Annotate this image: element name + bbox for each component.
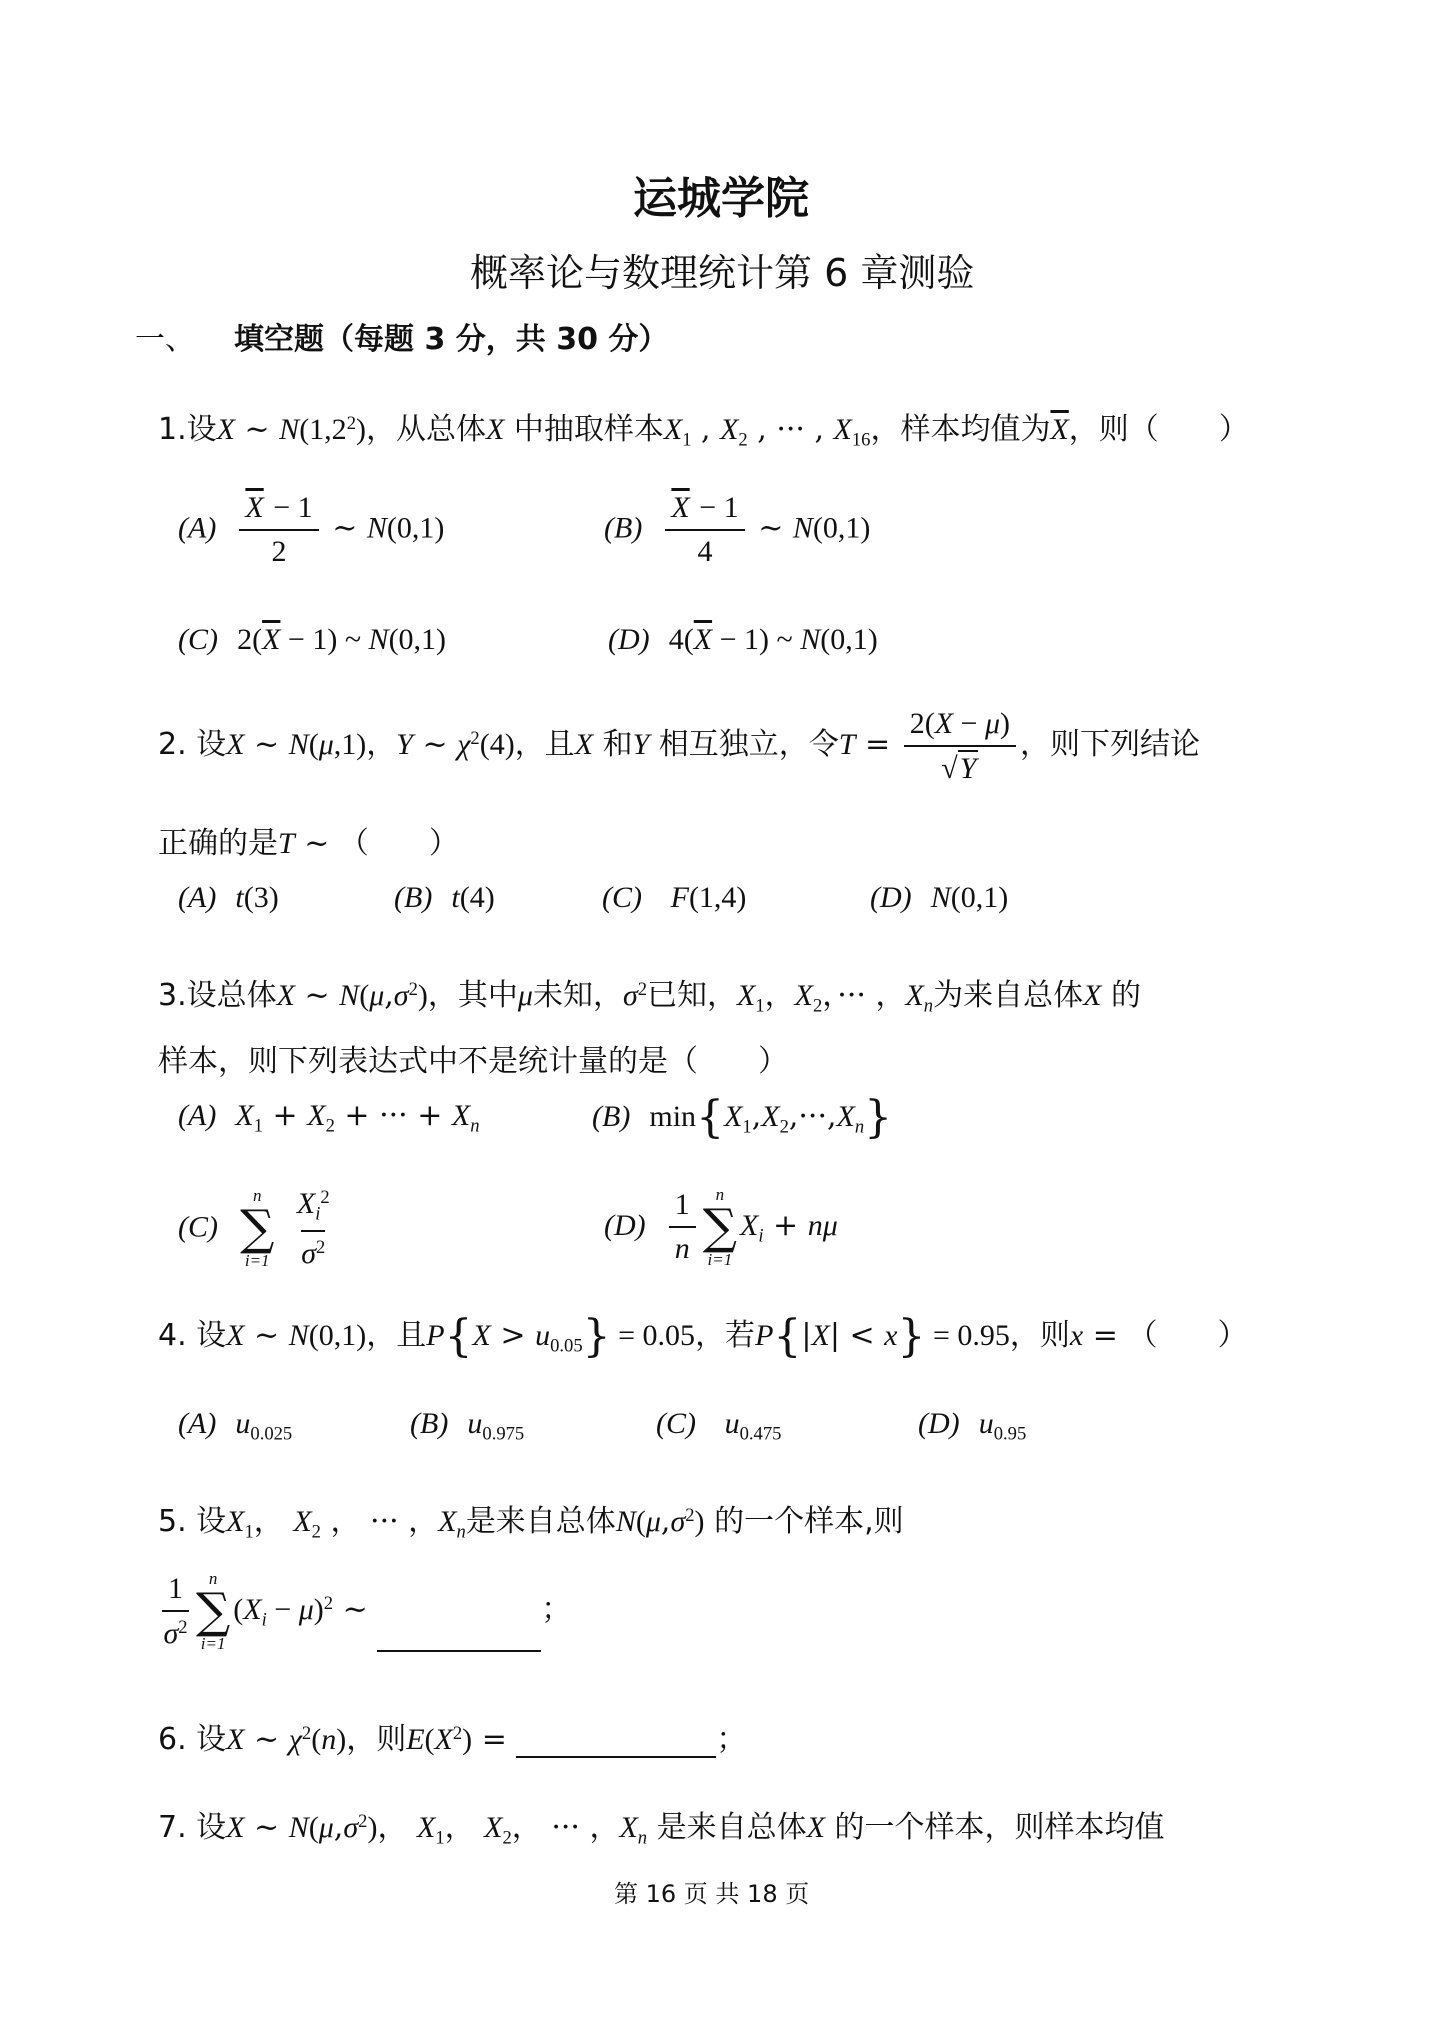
section-heading: 填空题（每题 3 分，共 30 分） <box>234 322 669 357</box>
question-2: 2. 设X ~ N(μ,1)，Y ~ $\chi^2(4)$，且X 和Y 相互独立，令T = $\frac{2(X - \mu)}{√Y}$ ，则下列结论 <box>158 707 1201 785</box>
q3-option-c: (C) n ∑ i=1 $\frac{X_i^2}{\sigma^2}$ <box>178 1186 330 1271</box>
q1-option-d: (D) $4(\overline{X} - 1)$ ~ N(0,1) <box>608 623 878 656</box>
q3-option-b: (B) $\min\{X_1,X_2,\cdot\cdot\cdot,X_n\}$ <box>592 1092 893 1143</box>
question-5-formula: $\frac{1}{\sigma^2}$ n ∑ i=1 $(X_i - \mu)^2$ ~ ； <box>163 1569 572 1653</box>
section-number: 一、 <box>135 322 195 357</box>
q4-option-b: (B) $u_{0.975}$ <box>410 1407 525 1445</box>
q5-answer-blank[interactable] <box>377 1622 541 1652</box>
question-3: 3.设总体X ~ $N(\mu,\sigma^2)$，其中μ未知，$\sigma^2$已知，$X_1$，$X_2$，··· ，$X_n$为来自总体X 的 <box>158 978 1141 1017</box>
q4-option-a: (A) $u_{0.025}$ <box>178 1407 293 1445</box>
q1-option-a: (A) $\frac{\overline{X} - 1}{2}$ ~ N(0,1) <box>178 491 445 568</box>
q2-option-a: (A) t(3) <box>178 881 279 914</box>
question-6: 6. 设X ~ $\chi^2(n)$，则$E(X^2)$ = ； <box>158 1722 747 1757</box>
question-2-line2: 正确的是T ~ （ ） <box>158 826 459 861</box>
q4-option-d: (D) $u_{0.95}$ <box>918 1407 1027 1445</box>
q1-option-b: (B) $\frac{\overline{X} - 1}{4}$ ~ N(0,1) <box>604 491 871 568</box>
question-1: 1.设X ~ $N(1,2^2)$，从总体X 中抽取样本$X_1$ , $X_2$ , ··· , $X_{16}$，样本均值为$\overline{X}$，则（ ） <box>158 412 1249 451</box>
question-3-line2: 样本，则下列表达式中不是统计量的是（ ） <box>158 1044 788 1079</box>
question-5: 5. 设$X_1$， $X_2$ ， ··· ，$X_n$是来自总体$N(\mu,\sigma^2)$ 的一个样本,则 <box>158 1504 904 1543</box>
q2-option-b: (B) t(4) <box>394 881 495 914</box>
question-4: 4. 设X ~ N(0,1)，且$P\{X > u_{0.05}\} = 0.05$，若P{|X| < x} = 0.95，则x = （ ） <box>158 1311 1248 1362</box>
exam-title: 概率论与数理统计第 6 章测验 <box>470 251 975 295</box>
school-title: 运城学院 <box>633 173 809 224</box>
q3-option-d: (D) $\frac{1}{n}$ n ∑ i=1 $X_i + n\mu$ <box>604 1185 838 1269</box>
q2-option-c: (C) F(1,4) <box>602 881 747 914</box>
q3-option-a: (A) $X_1 + X_2$ + ··· + $X_n$ <box>178 1098 480 1137</box>
page-footer: 第 16 页 共 18 页 <box>614 1880 810 1908</box>
q4-option-c: (C) $u_{0.475}$ <box>656 1407 782 1445</box>
question-7: 7. 设X ~ $N(\mu,\sigma^2)$， $X_1$， $X_2$， ··· ，$X_n$ 是来自总体X 的一个样本，则样本均值 <box>158 1810 1165 1849</box>
q2-option-d: (D) N(0,1) <box>870 881 1009 914</box>
q6-answer-blank[interactable] <box>516 1728 716 1758</box>
q1-option-c: (C) $2(\overline{X} - 1)$ ~ N(0,1) <box>178 623 447 656</box>
